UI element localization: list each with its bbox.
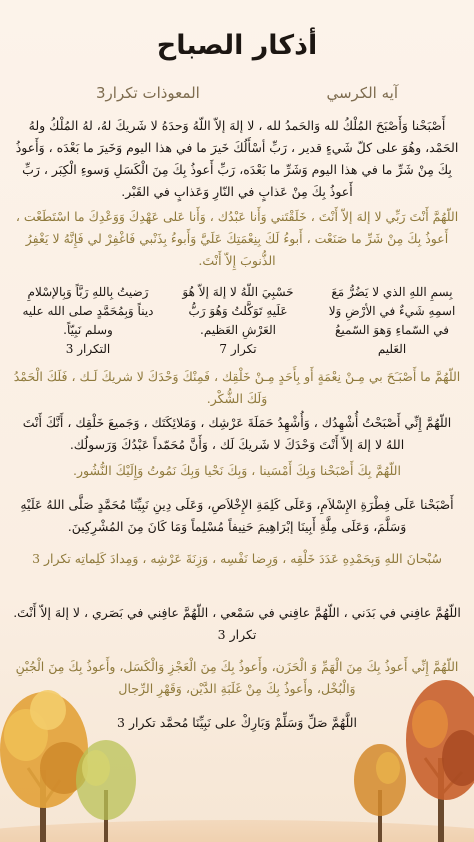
dhikr-column-bismillah [324,283,460,359]
dhikr-block-3: اللّهُمَّ ما أَصْبَـَحَ بي مِـنْ نِعْمَةٍ أَو بِأَحَدٍ مِـنْ خَلْقِك ، فَمِنْكَ وَحْدَكَ لا شريكَ لَـك ، فَلَكَ الْحَمْدُ وَلَكَ الشُّكْر. [13,369,461,406]
ground [0,820,474,842]
subtitle-muawwidhat: المعوذات تكرار3 [96,84,200,102]
dhikr-block-4: اللّهُمَّ إِنِّي أَصْبَحْتُ أُشْهِدُك ، وَأُشْهِدُ حَمَلَةَ عَرْشِك ، وَمَلائِكَتَك ، وَجَميعَ خَلْقِك ، أَنَّكَ أَنْتَ اللهُ لا إلهَ إلاّ أَنْتَ وَحْدَكَ لا شَريكَ لَك ، وَأَنَّ مُحَمّداً عَبْدُكَ وَرَسولُك. [22,415,452,452]
left-small-tree [76,740,136,842]
dhikr-block-8: اللّهُمَّ عافِني في بَدَني ، اللّهُمَّ عافِني في سَمْعي ، اللّهُمَّ عافِني في بَصَري ، لا إلهَ إلاّ أَنْتَ. تكرار 3 [13,605,461,642]
column-text: حَسْبِيَ اللّهُ لا إلهَ إلاّ هُوَ عَلَيهِ تَوَكَّلتُ وَهُوَ رَبُّ العَرْشِ العَظيم. [182,285,294,337]
right-small-tree [354,744,406,842]
dhikr-column-raditu [20,283,156,359]
dhikr-block-5: اللّهُمَّ بِكَ أَصْبَحْنا وَبِكَ أَمْسَينا ، وَبِكَ نَحْيا وَبِكَ نَمُوتُ وَإِلَيْكَ النُّشُور. [73,463,401,478]
subtitle-ayat-al-kursi: آيه الكرسي [326,84,398,102]
column-count: تكرار 7 [219,342,257,356]
page-title: أذكار الصباح [156,30,318,61]
column-text: بِسمِ اللهِ الذي لا يَضُرُّ مَعَ اسمِهِ شَيءٌ في الأرْضِ وَلا في السّماءِ وَهوَ السّميعُ العَليم [328,285,456,356]
column-count: التكرار 3 [65,342,111,356]
dhikr-block-1: أَصْبَحْنا وَأَصْبَحَ المُلْكُ لله وَالحَمدُ لله ، لا إلهَ إلاّ اللّهُ وَحدَهُ لا شَريكَ لهُ، لهُ المُلْكُ ولهُ الحَمْد، وهُوَ على كلّ شَيءٍ قدير ، رَبِّ أسْأَلُكَ خَيرَ ما في هذا اليوم وَخَيرَ ما بَعْدَه ، وَأَعوذُ بِكَ مِنْ شَرِّ ما في هذا اليوم وَشَرِّ ما بَعْدَه، رَبِّ أَعوذُ بِكَ مِنَ الْكَسَلِ وَسوءِ الْكِبَر ، رَبِّ أَعوذُ بِكَ مِنْ عَذابٍ في النّارِ وَعَذابٍ في القَبْر. [15,118,459,199]
column-text: رَضيتُ بِاللهِ رَبَّاً وَبِالإسْلامِ ديناً وَبِمُحَمَّدٍ صلى الله عليه وسلم نَبِيّاً. [22,285,154,337]
dhikr-block-9: اللّهُمَّ إِنِّي أَعوذُ بِكَ مِنَ الْهَمِّ وَ الْحَزَن، وأَعوذُ بِكَ مِنَ الْعَجْزِ وَالْكَسَل، وأَعوذُ بِكَ مِنَ الْجُبْنِ وَالْبُخْل، وأَعوذُ بِكَ مِنْ غَلَبَةِ الدَّيْن، وَقَهْرِ الرِّجال [15,659,459,696]
dhikr-column-hasbiyallah [170,283,306,359]
dhikr-block-6: أَصْبَحْنا عَلَى فِطْرَةِ الإِسْلاَمِ، وَعَلَى كَلِمَةِ الإِخْلاَصِ، وَعَلَى دِينِ نَبِيِّنَا مُحَمَّدٍ صَلَّى اللهُ عَلَيْهِ وَسَلَّمَ، وَعَلَى مِلَّةِ أَبِينَا إبْرَاهِيمَ حَنِيفاً مُسْلِماً وَمَا كَانَ مِنَ المُشْرِكِينَ. [20,497,454,534]
dhikr-block-10: اللَّهُمَّ صَلِّ وَسَلِّمْ وَبَارِكْ على نَبِيِّنَا مُحمَّد تكرار 3 [117,715,357,730]
right-tree [406,680,474,842]
dhikr-block-7: سُبْحانَ اللهِ وَبِحَمْدِهِ عَدَدَ خَلْقِه ، وَرِضا نَفْسِه ، وَزِنَةَ عَرْشِه ، وَمِدادَ كَلِماتِه تكرار 3 [32,551,442,566]
dhikr-block-2: اللّهُمَّ أَنْتَ رَبِّي لا إلهَ إلاّ أَنْتَ ، خَلَقْتَني وَأَنا عَبْدُك ، وَأَنا عَلى عَهْدِكَ وَوَعْدِكَ ما اسْتَطَعْت ، أَعوذُ بِكَ مِنْ شَرِّ ما صَنَعْت ، أَبوءُ لَكَ بِنِعْمَتِكَ عَلَيَّ وَأَبوءُ بِذَنْبي فَاغْفِرْ لي فَإِنَّهُ لا يَغْفِرُ الذُّنوبَ إِلاّ أَنْتَ. [15,209,459,268]
